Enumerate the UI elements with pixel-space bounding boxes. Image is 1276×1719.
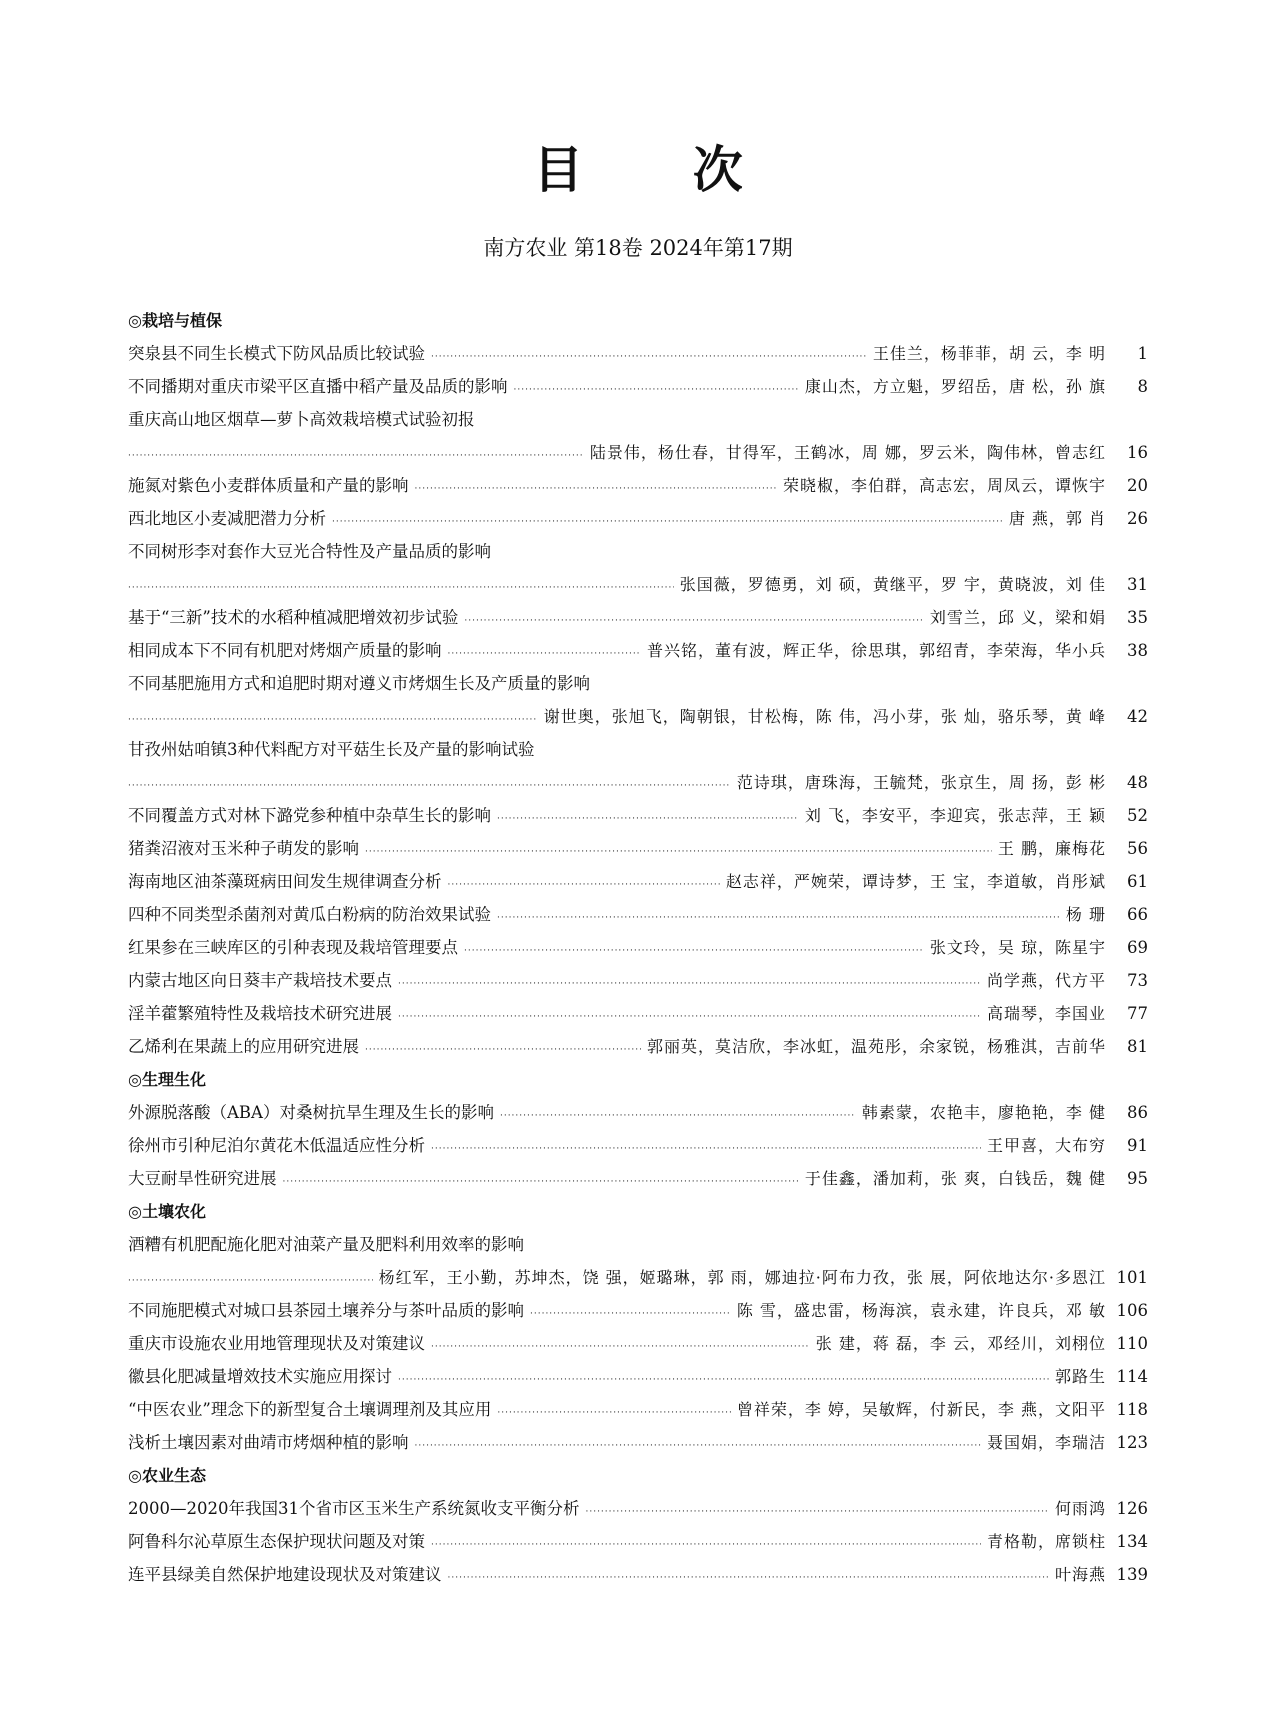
article-authors: 叶海燕 — [1054, 1565, 1106, 1584]
page-number[interactable]: 73 — [1127, 971, 1148, 990]
page-number[interactable]: 77 — [1127, 1004, 1148, 1023]
article-title[interactable]: 徽县化肥减量增效技术实施应用探讨 — [128, 1367, 392, 1386]
article-title[interactable]: 相同成本下不同有机肥对烤烟产质量的影响 — [128, 641, 442, 660]
page-number[interactable]: 139 — [1116, 1565, 1148, 1584]
article-title[interactable]: 不同覆盖方式对林下潞党参种植中杂草生长的影响 — [128, 806, 491, 825]
article-title[interactable]: 四种不同类型杀菌剂对黄瓜白粉病的防治效果试验 — [128, 905, 491, 924]
toc-entry — [128, 1492, 1148, 1525]
page-number[interactable]: 123 — [1116, 1433, 1148, 1452]
page-number[interactable]: 110 — [1116, 1334, 1148, 1353]
page-number[interactable]: 38 — [1127, 641, 1148, 660]
article-authors: 荣晓椒，李伯群，高志宏，周凤云，谭恢宇 — [782, 476, 1106, 495]
article-authors: 赵志祥，严婉荣，谭诗梦，王 宝，李道敏，肖彤斌 — [725, 872, 1106, 891]
page-number[interactable]: 8 — [1137, 377, 1148, 396]
article-authors: 康山杰，方立魁，罗绍岳，唐 松，孙 旗 — [804, 377, 1106, 396]
article-title[interactable]: 海南地区油茶藻斑病田间发生规律调查分析 — [128, 872, 442, 891]
page-number[interactable]: 42 — [1127, 707, 1148, 726]
table-of-contents — [128, 304, 1148, 1591]
article-title[interactable]: 酒糟有机肥配施化肥对油菜产量及肥料利用效率的影响 — [128, 1235, 524, 1254]
article-authors: 唐 燕，郭 肖 — [1008, 509, 1106, 528]
toc-entry-continuation — [128, 436, 1148, 469]
leader-dots — [415, 1430, 981, 1463]
page-number[interactable]: 81 — [1127, 1037, 1148, 1056]
toc-entry — [128, 1129, 1148, 1162]
toc-entry — [128, 1525, 1148, 1558]
section-heading: ◎土壤农化 — [128, 1202, 206, 1221]
leader-dots — [415, 473, 777, 506]
page-number[interactable]: 66 — [1127, 905, 1148, 924]
article-authors: 普兴铭，董有波，辉正华，徐思琪，郭绍青，李荣海，华小兵 — [646, 641, 1106, 660]
toc-entry — [128, 964, 1148, 997]
page-number[interactable]: 134 — [1116, 1532, 1148, 1551]
toc-entry — [128, 1030, 1148, 1063]
article-authors: 张 建，蒋 磊，李 云，邓经川，刘栩位 — [815, 1334, 1106, 1353]
article-authors: 郭路生 — [1054, 1367, 1106, 1386]
page-number[interactable]: 20 — [1127, 476, 1148, 495]
toc-entry — [128, 1393, 1148, 1426]
toc-entry — [128, 601, 1148, 634]
article-authors: 张文玲，吴 琼，陈星宇 — [929, 938, 1106, 957]
section-heading: ◎栽培与植保 — [128, 311, 222, 330]
article-authors: 张国薇，罗德勇，刘 硕，黄继平，罗 宇，黄晓波，刘 佳 — [679, 575, 1106, 594]
article-title[interactable]: 浅析土壤因素对曲靖市烤烟种植的影响 — [128, 1433, 409, 1452]
toc-entry — [128, 1162, 1148, 1195]
page-number[interactable]: 16 — [1127, 443, 1148, 462]
toc-entry — [128, 931, 1148, 964]
article-authors: 杨 珊 — [1065, 905, 1106, 924]
article-authors: 青格勒，席锁柱 — [986, 1532, 1106, 1551]
page-number[interactable]: 1 — [1137, 344, 1148, 363]
article-title[interactable]: 重庆市设施农业用地管理现状及对策建议 — [128, 1334, 425, 1353]
toc-entry — [128, 634, 1148, 667]
toc-entry — [128, 799, 1148, 832]
toc-entry — [128, 502, 1148, 535]
page-number[interactable]: 118 — [1116, 1400, 1148, 1419]
page-number[interactable]: 126 — [1116, 1499, 1148, 1518]
article-authors: 郭丽英，莫洁欣，李冰虹，温苑彤，余家锐，杨雅淇，吉前华 — [646, 1037, 1106, 1056]
article-title[interactable]: 甘孜州姑咱镇3种代料配方对平菇生长及产量的影响试验 — [128, 740, 535, 759]
toc-entry — [128, 1294, 1148, 1327]
article-authors: 于佳鑫，潘加莉，张 爽，白钱岳，魏 健 — [804, 1169, 1106, 1188]
article-title[interactable]: 西北地区小麦减肥潜力分析 — [128, 509, 326, 528]
toc-entry — [128, 337, 1148, 370]
page-number[interactable]: 52 — [1127, 806, 1148, 825]
leader-dots — [365, 1034, 641, 1067]
page-number[interactable]: 61 — [1127, 872, 1148, 891]
article-title[interactable]: 内蒙古地区向日葵丰产栽培技术要点 — [128, 971, 392, 990]
article-authors: 王 鹏，廉梅花 — [997, 839, 1106, 858]
article-title[interactable]: 阿鲁科尔沁草原生态保护现状问题及对策 — [128, 1532, 425, 1551]
toc-entry — [128, 1327, 1148, 1360]
article-authors: 韩素蒙，农艳丰，廖艳艳，李 健 — [861, 1103, 1106, 1122]
toc-entry-continuation — [128, 1261, 1148, 1294]
leader-dots — [585, 1496, 1049, 1529]
page-number[interactable]: 31 — [1127, 575, 1148, 594]
page-number[interactable]: 86 — [1127, 1103, 1148, 1122]
page-number[interactable]: 26 — [1127, 509, 1148, 528]
toc-entry-continuation — [128, 766, 1148, 799]
article-title[interactable]: 基于“三新”技术的水稻种植减肥增效初步试验 — [128, 608, 459, 627]
leader-dots — [448, 1562, 1049, 1595]
toc-entry — [128, 1426, 1148, 1459]
article-title[interactable]: 乙烯利在果蔬上的应用研究进展 — [128, 1037, 359, 1056]
toc-entry — [128, 832, 1148, 865]
page-number[interactable]: 106 — [1116, 1301, 1148, 1320]
page-number[interactable]: 48 — [1127, 773, 1148, 792]
toc-entry — [128, 1096, 1148, 1129]
article-title[interactable]: 施氮对紫色小麦群体质量和产量的影响 — [128, 476, 409, 495]
article-authors: 谢世奥，张旭飞，陶朝银，甘松梅，陈 伟，冯小芽，张 灿，骆乐琴，黄 峰 — [543, 707, 1106, 726]
article-authors: 何雨鸿 — [1054, 1499, 1106, 1518]
article-title[interactable]: 突泉县不同生长模式下防风品质比较试验 — [128, 344, 425, 363]
article-authors: 刘 飞，李安平，李迎宾，张志萍，王 颖 — [804, 806, 1106, 825]
article-title[interactable]: 大豆耐旱性研究进展 — [128, 1169, 277, 1188]
page-number[interactable]: 95 — [1127, 1169, 1148, 1188]
toc-entry — [128, 865, 1148, 898]
article-authors: 刘雪兰，邱 义，梁和娟 — [929, 608, 1106, 627]
leader-dots — [464, 935, 924, 968]
article-title[interactable]: 重庆高山地区烟草—萝卜高效栽培模式试验初报 — [128, 410, 475, 429]
article-authors: 陈 雪，盛忠雷，杨海滨，袁永建，许良兵，邓 敏 — [736, 1301, 1106, 1320]
leader-dots — [398, 968, 981, 1001]
leader-dots — [431, 1529, 981, 1562]
article-authors: 王甲喜，大布穷 — [986, 1136, 1106, 1155]
article-title[interactable]: “中医农业”理念下的新型复合土壤调理剂及其应用 — [128, 1400, 492, 1419]
page-title: 目 次 — [533, 141, 789, 199]
article-title[interactable]: 不同树形李对套作大豆光合特性及产量品质的影响 — [128, 542, 491, 561]
article-authors: 曾祥荣，李 婷，吴敏辉，付新民，李 燕，文阳平 — [736, 1400, 1106, 1419]
article-authors: 聂国娟，李瑞洁 — [986, 1433, 1106, 1452]
page-number[interactable]: 35 — [1127, 608, 1148, 627]
page-number[interactable]: 69 — [1127, 938, 1148, 957]
article-authors: 高瑞琴，李国业 — [986, 1004, 1106, 1023]
article-title[interactable]: 不同播期对重庆市梁平区直播中稻产量及品质的影响 — [128, 377, 508, 396]
toc-entry — [128, 898, 1148, 931]
article-authors: 杨红军，王小勤，苏坤杰，饶 强，姬璐琳，郭 雨，娜迪拉·阿布力孜，张 展，阿依地达尔·多恩江 — [378, 1268, 1106, 1287]
article-title[interactable]: 不同基肥施用方式和追肥时期对遵义市烤烟生长及产质量的影响 — [128, 674, 590, 693]
toc-entry — [128, 370, 1148, 403]
article-authors: 王佳兰，杨菲菲，胡 云，李 明 — [872, 344, 1106, 363]
toc-entry-continuation — [128, 568, 1148, 601]
leader-dots — [497, 803, 799, 836]
article-title[interactable]: 连平县绿美自然保护地建设现状及对策建议 — [128, 1565, 442, 1584]
article-title[interactable]: 徐州市引种尼泊尔黄花木低温适应性分析 — [128, 1136, 425, 1155]
article-authors: 尚学燕，代方平 — [986, 971, 1106, 990]
leader-dots — [431, 1331, 810, 1364]
toc-entry — [128, 1558, 1148, 1591]
section-heading: ◎农业生态 — [128, 1466, 206, 1485]
article-title[interactable]: 猪粪沼液对玉米种子萌发的影响 — [128, 839, 359, 858]
article-title[interactable]: 2000—2020年我国31个省市区玉米生产系统氮收支平衡分析 — [128, 1499, 580, 1518]
page-number[interactable]: 114 — [1116, 1367, 1148, 1386]
toc-entry — [128, 469, 1148, 502]
page-number[interactable]: 101 — [1116, 1268, 1148, 1287]
leader-dots — [497, 1397, 730, 1430]
leader-dots — [500, 1100, 856, 1133]
article-title[interactable]: 红果参在三峡库区的引种表现及栽培管理要点 — [128, 938, 458, 957]
toc-entry — [128, 997, 1148, 1030]
article-title[interactable]: 淫羊藿繁殖特性及栽培技术研究进展 — [128, 1004, 392, 1023]
toc-entry — [128, 1360, 1148, 1393]
section-heading: ◎生理生化 — [128, 1070, 206, 1089]
leader-dots — [514, 374, 799, 407]
article-authors: 范诗琪，唐珠海，王毓梵，张京生，周 扬，彭 彬 — [736, 773, 1106, 792]
article-authors: 陆景伟，杨仕春，甘得军，王鹤冰，周 娜，罗云米，陶伟林，曾志红 — [589, 443, 1106, 462]
page-number[interactable]: 91 — [1127, 1136, 1148, 1155]
page-number[interactable]: 56 — [1127, 839, 1148, 858]
leader-dots — [283, 1166, 799, 1199]
leader-dots — [530, 1298, 731, 1331]
article-title[interactable]: 不同施肥模式对城口县茶园土壤养分与茶叶品质的影响 — [128, 1301, 524, 1320]
toc-entry-continuation — [128, 700, 1148, 733]
article-title[interactable]: 外源脱落酸（ABA）对桑树抗旱生理及生长的影响 — [128, 1103, 494, 1122]
journal-issue-line: 南方农业 第18卷 2024年第17期 — [483, 236, 793, 260]
